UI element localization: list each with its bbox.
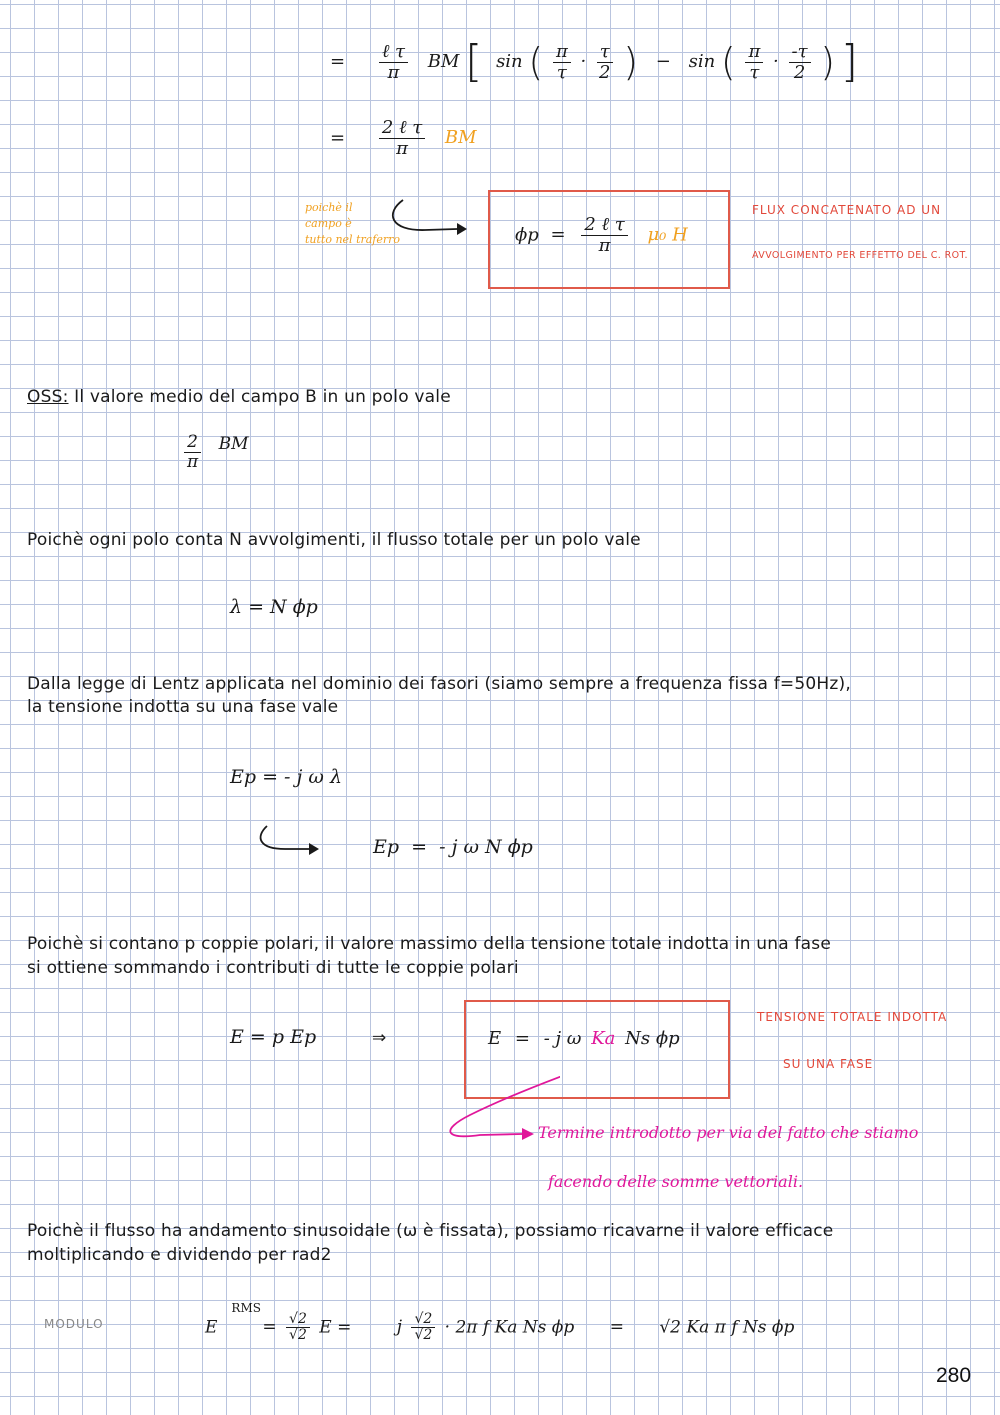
minus-sign: − xyxy=(655,51,671,72)
lambda-equation: λ = N ϕp xyxy=(230,596,318,618)
paren-open: ( xyxy=(720,40,736,84)
bm-symbol-orange: BM xyxy=(444,127,477,149)
page-number: 280 xyxy=(936,1364,972,1387)
h-symbol: H xyxy=(672,224,688,246)
tension-label-line2: SU UNA FASE xyxy=(783,1057,874,1071)
bm-symbol: BM xyxy=(427,51,460,72)
equals-sign: = xyxy=(330,127,346,149)
fraction-pi-over-tau: $\frac{\pi}{\tau}$ xyxy=(745,42,763,83)
paragraph-pole-pairs-line1: Poichè si contano p coppie polari, il valore massimo della tensione totale indotta in una fase xyxy=(27,934,831,954)
equation-2 xyxy=(330,118,477,159)
paragraph-rms-line1: Poichè il flusso ha andamento sinusoidale (ω è fissata), possiamo ricavarne il valore efficace xyxy=(27,1221,834,1241)
fraction-minus-tau-over-2: $\frac{-\tau}{2}$ xyxy=(789,42,811,83)
flux-label-line2: AVVOLGIMENTO PER EFFETTO DEL C. ROT. xyxy=(752,250,968,261)
orange-note: poichè il campo è tutto nel traferro xyxy=(305,201,401,246)
sin-function: sin xyxy=(688,51,716,72)
bracket-open: [ xyxy=(465,36,483,87)
magenta-note-line2: facendo delle somme vettoriali. xyxy=(548,1172,804,1191)
rms-equation: $E^{RMS}$ = $\frac{√2}{√2}$ E = j $\frac{√2}{√2}$ · 2π f Ka Ns ϕp = √2 Ka π f Ns ϕp xyxy=(205,1300,795,1344)
paren-close: ) xyxy=(820,40,836,84)
fraction-pi-over-tau: $\frac{\pi}{\tau}$ xyxy=(553,42,571,83)
dot-operator: · xyxy=(773,51,779,72)
fraction-2-l-tau-over-pi: $\frac{\text{2 ℓ τ}}{\pi}$ xyxy=(581,215,627,256)
tension-label-line1: TENSIONE TOTALE INDOTTA xyxy=(757,1010,948,1024)
oss-paragraph: OSS: Il valore medio del campo B in un polo vale xyxy=(27,387,451,407)
mu0-symbol: μ₀ xyxy=(647,224,667,246)
paren-open: ( xyxy=(528,40,544,84)
flux-label: FLUX CONCATENATO AD UN xyxy=(752,203,942,217)
implies-arrow: ⇒ xyxy=(372,1028,387,1048)
mean-field-expression: $\frac{2}{\pi}$ BM xyxy=(180,433,249,471)
hook-arrow-icon xyxy=(255,823,330,858)
fraction-l-tau-over-pi: $\frac{\text{ℓ τ}}{\pi}$ xyxy=(379,42,408,83)
curved-arrow-icon xyxy=(385,195,470,240)
paren-close: ) xyxy=(623,40,639,84)
sin-function: sin xyxy=(496,51,523,72)
dot-operator: · xyxy=(580,51,587,72)
flux-equation: ϕp = $\frac{\text{2 ℓ τ}}{\pi}$ μ₀ H xyxy=(515,214,688,256)
ep-equation-1: Ep = - j ω λ xyxy=(230,766,342,788)
fraction-2-l-tau-over-pi: $\frac{\text{2 ℓ τ}}{\pi}$ xyxy=(379,118,425,159)
paragraph-rms-line2: moltiplicando e dividendo per rad2 xyxy=(27,1245,332,1265)
paragraph-pole-pairs-line2: si ottiene sommando i contributi di tutte le coppie polari xyxy=(27,958,519,978)
ep-equation-2: Ep = - j ω N ϕp xyxy=(373,836,533,858)
modulo-label: MODULO xyxy=(44,1317,104,1331)
oss-label: OSS: xyxy=(27,387,69,407)
paragraph-poles: Poichè ogni polo conta N avvolgimenti, il flusso totale per un polo vale xyxy=(27,530,641,550)
e-total-equation: E = - j ω Ka Ns ϕp xyxy=(488,1028,680,1049)
paragraph-lentz-line2: la tensione indotta su una fase vale xyxy=(27,697,339,717)
equals-sign: = xyxy=(330,51,346,72)
bracket-close: ] xyxy=(840,36,859,87)
equation-1 xyxy=(330,36,859,87)
fraction-tau-over-2: $\frac{\tau}{2}$ xyxy=(596,42,613,83)
magenta-note-line1: Termine introdotto per via del fatto che stiamo xyxy=(538,1123,919,1142)
e-sum-equation: E = p Ep xyxy=(230,1026,317,1048)
paragraph-lentz-line1: Dalla legge di Lentz applicata nel dominio dei fasori (siamo sempre a frequenza fissa f=50Hz), xyxy=(27,674,851,694)
ka-symbol: Ka xyxy=(591,1028,616,1049)
